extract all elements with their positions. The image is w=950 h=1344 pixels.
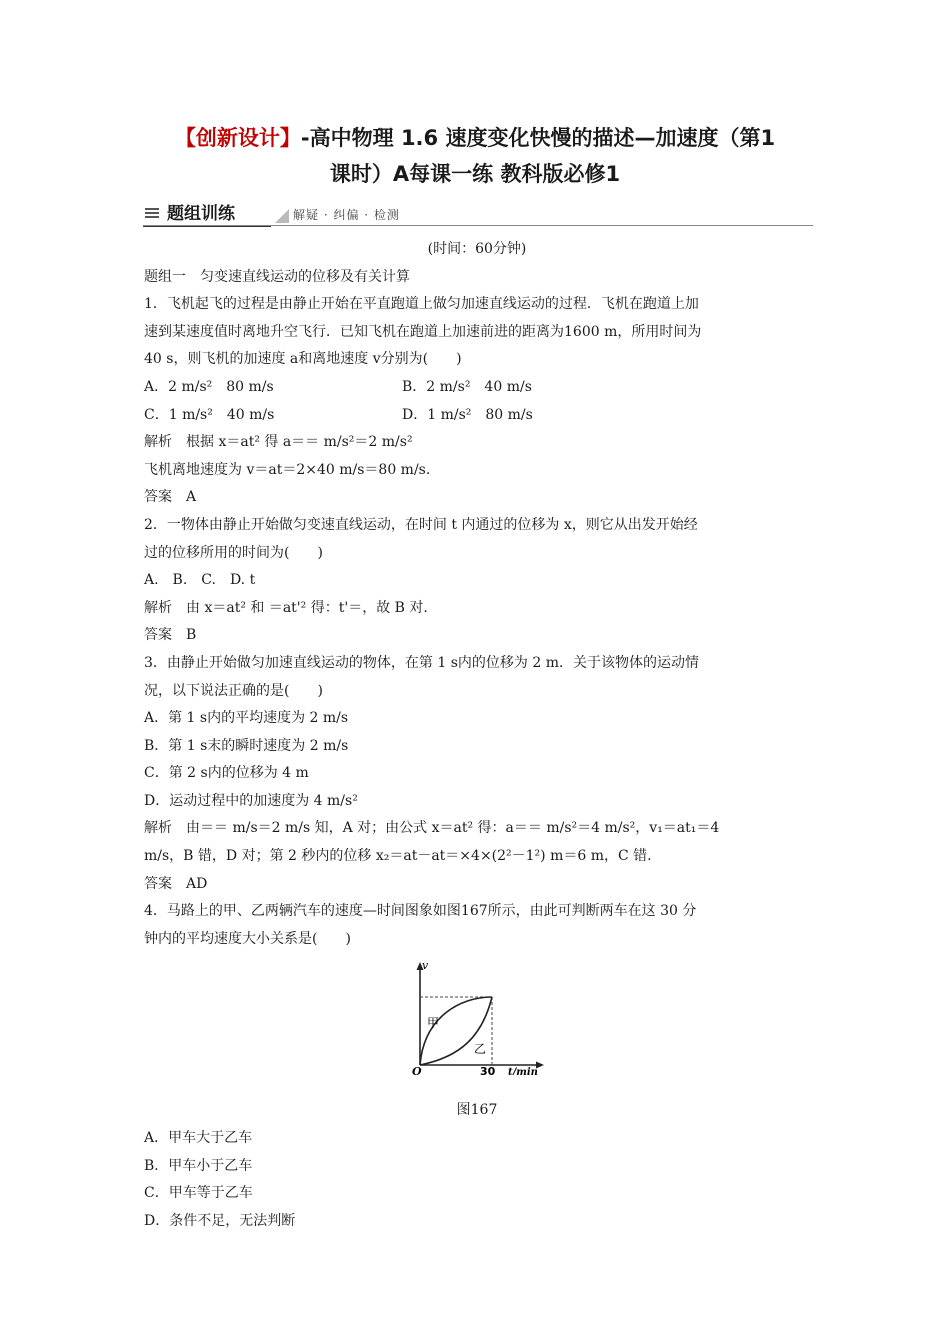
q3-stem-line1: 3．由静止开始做匀加速直线运动的物体，在第 1 s内的位移为 2 m．关于该物体的运动情 [144, 654, 699, 671]
q2-stem-line1: 2．一物体由静止开始做匀变速直线运动，在时间 t 内通过的位移为 x，则它从出发开始经 [144, 516, 698, 533]
q3-analysis-line1: 解析 由＝＝ m/s＝2 m/s 知，A 对；由公式 x＝at² 得：a＝＝ m/s²＝4 m/s²，v₁＝at₁＝4 [144, 820, 720, 837]
velocity-time-figure [144, 957, 810, 1097]
title-line2: 课时）A每课一练 教科版必修1 [329, 162, 621, 186]
title-bracket: 【创新设计】 [174, 126, 301, 150]
q3-option-c: C．第 2 s内的位移为 4 m [144, 765, 309, 782]
q3-analysis-line2: m/s，B 错，D 对；第 2 秒内的位移 x₂＝at－at＝×4×(2²－1²) m＝6 m，C 错. [144, 848, 652, 865]
q1-stem-line1: 1．飞机起飞的过程是由静止开始在平直跑道上做匀加速直线运动的过程．飞机在跑道上加 [144, 296, 699, 313]
title-line1: -高中物理 1.6 速度变化快慢的描述—加速度（第1 [300, 126, 776, 150]
q1-options-row2 [144, 402, 810, 430]
time-note: (时间：60分钟) [427, 241, 527, 257]
y-axis-label: v [422, 959, 429, 973]
triangle-icon [275, 209, 289, 223]
q1-option-c: C．1 m/s² 40 m/s [144, 406, 275, 423]
q3-option-d: D．运动过程中的加速度为 4 m/s² [144, 792, 358, 809]
q1-analysis-line1: 解析 根据 x＝at² 得 a＝＝ m/s²＝2 m/s² [144, 434, 413, 451]
banner-heading: 题组训练 [167, 204, 235, 224]
section-banner [143, 203, 813, 227]
q2-stem-line2: 过的位移所用的时间为( ) [144, 544, 323, 561]
q3-answer: 答案 AD [144, 875, 208, 892]
q4-option-b: B．甲车小于乙车 [144, 1157, 253, 1174]
label-jia: 甲 [427, 1016, 440, 1031]
q1-options-row1 [144, 374, 810, 402]
q3-option-a: A．第 1 s内的平均速度为 2 m/s [144, 710, 349, 727]
q2-options: A. B. C. D. t [144, 572, 256, 589]
q3-option-b: B．第 1 s末的瞬时速度为 2 m/s [144, 737, 349, 754]
group-heading: 题组一 匀变速直线运动的位移及有关计算 [144, 268, 410, 285]
q1-stem-line3: 40 s，则飞机的加速度 a和离地速度 v分别为( ) [144, 351, 462, 368]
q4-option-a: A．甲车大于乙车 [144, 1130, 253, 1147]
label-yi: 乙 [474, 1042, 487, 1057]
q1-analysis-line2: 飞机离地速度为 v＝at＝2×40 m/s＝80 m/s. [144, 461, 431, 478]
origin-label: O [412, 1065, 422, 1076]
q2-answer: 答案 B [144, 627, 197, 644]
q4-stem-line1: 4．马路上的甲、乙两辆汽车的速度—时间图象如图167所示，由此可判断两车在这 30 分 [144, 903, 697, 920]
vt-graph [410, 957, 550, 1075]
q4-option-c: C．甲车等于乙车 [144, 1185, 253, 1202]
q1-stem-line2: 速到某速度值时离地升空飞行．已知飞机在跑道上加速前进的距离为1600 m，所用时间为 [144, 323, 702, 340]
stripes-icon [145, 208, 159, 220]
banner-rule [143, 225, 813, 226]
banner-subtitle: 解疑 · 纠偏 · 检测 [293, 208, 400, 222]
figure-caption: 图167 [456, 1102, 498, 1119]
q4-stem-line2: 钟内的平均速度大小关系是( ) [144, 930, 351, 947]
q3-stem-line2: 况，以下说法正确的是( ) [144, 682, 323, 699]
q2-analysis: 解析 由 x＝at² 和 ＝at'² 得：t'＝，故 B 对. [144, 599, 428, 616]
q4-option-d: D．条件不足，无法判断 [144, 1212, 296, 1229]
x-axis-label: t/min [508, 1067, 538, 1076]
document-body [144, 236, 810, 1235]
q1-answer: 答案 A [144, 489, 197, 506]
q1-option-b: B．2 m/s² 40 m/s [402, 378, 532, 395]
q1-option-a: A．2 m/s² 80 m/s [144, 378, 274, 395]
tick-label-30: 30 [480, 1065, 496, 1076]
document-title [110, 120, 840, 192]
q1-option-d: D．1 m/s² 80 m/s [402, 406, 533, 423]
